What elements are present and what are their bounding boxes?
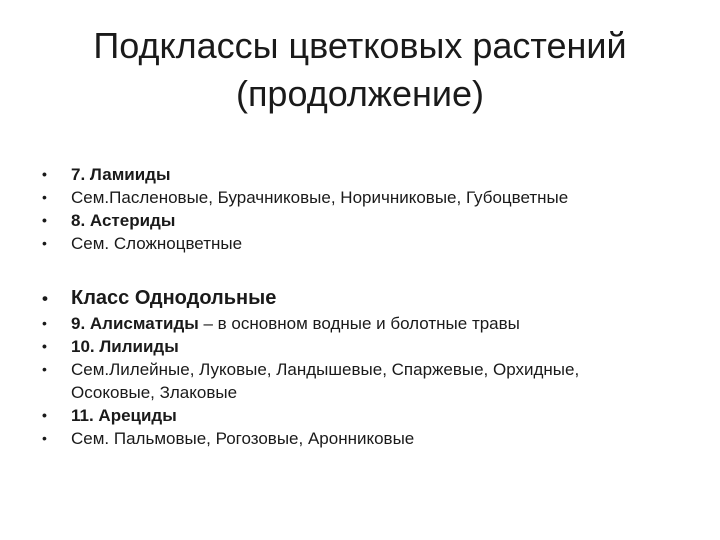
class-heading: Класс Однодольные — [71, 287, 277, 309]
bullet: • — [42, 166, 47, 182]
bullet: • — [42, 315, 47, 331]
bullet: • — [42, 430, 47, 446]
list-item-asterids-families — [42, 232, 568, 255]
item-text-line-2: Осоковые, Злаковые — [71, 383, 238, 402]
bullet: • — [42, 189, 47, 205]
title-line-2: (продолжение) — [235, 73, 485, 114]
bullet: • — [42, 212, 47, 228]
item-text: Сем.Пасленовые, Бурачниковые, Норичниковые, Губоцветные — [71, 188, 569, 207]
subclass-list-dicots — [42, 163, 568, 255]
title-line-1: Подклассы цветковых растений — [93, 25, 627, 66]
slide-title — [0, 22, 720, 118]
item-text: 8. Астериды — [71, 211, 176, 230]
bullet: • — [42, 407, 47, 423]
list-item-arecids — [42, 404, 579, 427]
subclass-description: – в основном водные и болотные травы — [198, 314, 520, 333]
subclass-name: 9. Алисматиды — [71, 314, 199, 333]
list-item-liliids — [42, 335, 579, 358]
bullet: • — [42, 235, 47, 251]
item-text: Сем. Сложноцветные — [71, 234, 243, 253]
item-text: 10. Лилииды — [71, 337, 179, 356]
list-item-monocot-class — [42, 285, 579, 312]
bullet: • — [42, 361, 47, 377]
bullet: • — [42, 338, 47, 354]
item-text: 11. Арециды — [71, 406, 177, 425]
item-text-line-1: Сем.Лилейные, Луковые, Ландышевые, Спаржевые, Орхидные, — [71, 360, 580, 379]
list-item-lamiids — [42, 163, 568, 186]
list-item-arecids-families — [42, 427, 579, 450]
list-item-lamiids-families — [42, 186, 568, 209]
list-item-alismatids — [42, 312, 579, 335]
item-text: 7. Ламииды — [71, 165, 171, 184]
subclass-list-monocots — [42, 285, 579, 450]
item-text: Сем. Пальмовые, Рогозовые, Аронниковые — [71, 429, 415, 448]
bullet: • — [42, 289, 48, 308]
list-item-asterids — [42, 209, 568, 232]
list-item-liliids-families — [42, 358, 579, 404]
